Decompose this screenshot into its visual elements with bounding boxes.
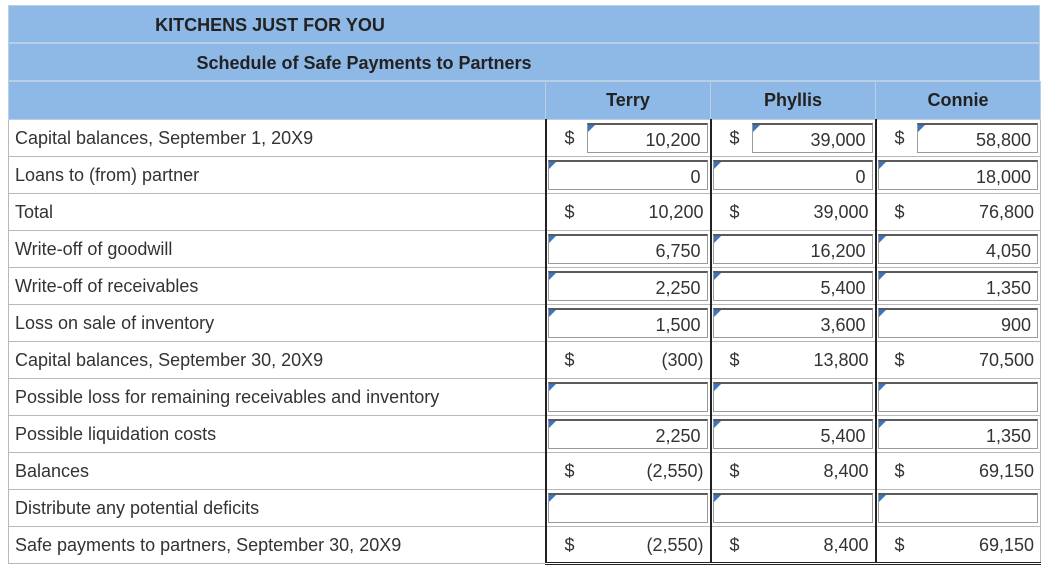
input-marker-icon: [549, 162, 556, 169]
cell-phyllis: [711, 305, 876, 342]
input-marker-icon: [753, 125, 760, 132]
row-label: Safe payments to partners, September 30, 20X9: [9, 527, 546, 564]
row-label: Balances: [9, 453, 546, 490]
cell-phyllis: [711, 342, 876, 379]
row-label: Write-off of goodwill: [9, 231, 546, 268]
amount-value: 16,200: [810, 241, 866, 261]
row-label: Capital balances, September 1, 20X9: [9, 120, 546, 157]
input-marker-icon: [549, 384, 556, 391]
amount-value: 10,200: [648, 202, 704, 222]
input-marker-icon: [879, 310, 886, 317]
amount-input-terry[interactable]: [587, 123, 708, 153]
cell-phyllis: [711, 416, 876, 453]
amount-value: 69,150: [978, 461, 1034, 481]
cell-terry: [546, 379, 711, 416]
cell-terry: [546, 342, 711, 379]
input-marker-icon: [879, 384, 886, 391]
input-marker-icon: [879, 236, 886, 243]
amount-value: (2,550): [646, 461, 704, 481]
column-header-connie: Connie: [876, 82, 1041, 120]
row-label: Distribute any potential deficits: [9, 490, 546, 527]
amount-input-connie[interactable]: [878, 493, 1039, 523]
column-header-row: [9, 82, 1041, 120]
currency-symbol: $: [729, 128, 740, 148]
amount-input-phyllis[interactable]: [713, 271, 873, 301]
amount-value: 39,000: [810, 130, 866, 150]
amount-value: 5,400: [820, 278, 866, 298]
input-marker-icon: [714, 421, 721, 428]
input-marker-icon: [588, 125, 595, 132]
column-header-terry: Terry: [546, 82, 711, 120]
amount-value: 6,750: [655, 241, 701, 261]
amount-value: 0: [690, 167, 701, 187]
amount-value: 8,400: [823, 535, 869, 555]
cell-connie: [876, 342, 1041, 379]
cell-terry: [546, 527, 711, 564]
table-row: [9, 416, 1041, 453]
cell-connie: [876, 231, 1041, 268]
amount-value: 13,800: [813, 350, 869, 370]
currency-symbol: $: [564, 535, 575, 555]
amount-value: (300): [661, 350, 704, 370]
cell-connie: [876, 194, 1041, 231]
row-label: Total: [9, 194, 546, 231]
safe-payments-table: [8, 81, 1041, 565]
table-row: [9, 120, 1041, 157]
cell-terry: [546, 194, 711, 231]
row-label: Possible liquidation costs: [9, 416, 546, 453]
currency-symbol: $: [564, 461, 575, 481]
input-marker-icon: [549, 495, 556, 502]
amount-value: 39,000: [813, 202, 869, 222]
cell-connie: [876, 379, 1041, 416]
cell-connie: [876, 453, 1041, 490]
cell-phyllis: [711, 379, 876, 416]
amount-value: 1,350: [985, 426, 1031, 446]
amount-value: 8,400: [823, 461, 869, 481]
amount-input-phyllis[interactable]: [713, 419, 873, 449]
input-marker-icon: [879, 273, 886, 280]
cell-connie: [876, 490, 1041, 527]
amount-value: 69,150: [978, 535, 1034, 555]
input-marker-icon: [714, 236, 721, 243]
amount-value: 900: [1000, 315, 1031, 335]
amount-input-terry[interactable]: [548, 234, 708, 264]
amount-value: 1,500: [655, 315, 701, 335]
cell-phyllis: [711, 120, 876, 157]
amount-value: 10,200: [645, 130, 701, 150]
amount-input-connie[interactable]: [878, 234, 1039, 264]
amount-input-phyllis[interactable]: [713, 308, 873, 338]
cell-connie: [876, 305, 1041, 342]
header-blank: [9, 82, 546, 120]
cell-phyllis: [711, 490, 876, 527]
input-marker-icon: [714, 384, 721, 391]
input-marker-icon: [549, 310, 556, 317]
row-label: Capital balances, September 30, 20X9: [9, 342, 546, 379]
amount-value: 2,250: [655, 278, 701, 298]
currency-symbol: $: [729, 350, 740, 370]
cell-connie: [876, 268, 1041, 305]
input-marker-icon: [714, 162, 721, 169]
cell-terry: [546, 268, 711, 305]
currency-symbol: $: [729, 202, 740, 222]
cell-phyllis: [711, 231, 876, 268]
table-row: [9, 379, 1041, 416]
amount-value: (2,550): [646, 535, 704, 555]
input-marker-icon: [714, 495, 721, 502]
cell-terry: [546, 416, 711, 453]
currency-symbol: $: [894, 461, 905, 481]
company-title-text: KITCHENS JUST FOR YOU: [155, 15, 385, 35]
cell-phyllis: [711, 527, 876, 564]
table-row: [9, 342, 1041, 379]
amount-value: 5,400: [820, 426, 866, 446]
amount-input-phyllis[interactable]: [713, 493, 873, 523]
amount-value: 0: [855, 167, 866, 187]
cell-phyllis: [711, 268, 876, 305]
input-marker-icon: [549, 236, 556, 243]
currency-symbol: $: [894, 128, 905, 148]
input-marker-icon: [918, 125, 925, 132]
table-row: [9, 490, 1041, 527]
amount-input-terry[interactable]: [548, 382, 708, 412]
currency-symbol: $: [564, 202, 575, 222]
amount-input-connie[interactable]: [878, 419, 1039, 449]
row-label: Write-off of receivables: [9, 268, 546, 305]
table-row: [9, 194, 1041, 231]
cell-terry: [546, 157, 711, 194]
schedule-subtitle: [8, 43, 1040, 81]
cell-phyllis: [711, 157, 876, 194]
amount-input-connie[interactable]: [878, 382, 1039, 412]
amount-value: 4,050: [985, 241, 1031, 261]
currency-symbol: $: [894, 202, 905, 222]
cell-phyllis: [711, 194, 876, 231]
amount-value: 70,500: [978, 350, 1034, 370]
currency-symbol: $: [894, 535, 905, 555]
amount-input-phyllis[interactable]: [713, 160, 873, 190]
amount-input-terry[interactable]: [548, 160, 708, 190]
amount-input-connie[interactable]: [878, 271, 1039, 301]
cell-connie: [876, 120, 1041, 157]
table-row: [9, 157, 1041, 194]
amount-input-phyllis[interactable]: [713, 382, 873, 412]
table-row: [9, 268, 1041, 305]
input-marker-icon: [879, 162, 886, 169]
table-row: [9, 231, 1041, 268]
row-label: Loss on sale of inventory: [9, 305, 546, 342]
cell-terry: [546, 490, 711, 527]
amount-input-connie[interactable]: [878, 308, 1039, 338]
cell-connie: [876, 527, 1041, 564]
amount-input-connie[interactable]: [917, 123, 1039, 153]
row-label: Possible loss for remaining receivables and inventory: [9, 379, 546, 416]
input-marker-icon: [549, 421, 556, 428]
subtitle-text: Schedule of Safe Payments to Partners: [196, 53, 532, 73]
input-marker-icon: [549, 273, 556, 280]
input-marker-icon: [879, 495, 886, 502]
amount-input-phyllis[interactable]: [752, 123, 873, 153]
column-header-phyllis: Phyllis: [711, 82, 876, 120]
amount-input-terry[interactable]: [548, 493, 708, 523]
amount-value: 18,000: [975, 167, 1031, 187]
table-row: [9, 305, 1041, 342]
input-marker-icon: [714, 273, 721, 280]
currency-symbol: $: [564, 128, 575, 148]
amount-input-terry[interactable]: [548, 308, 708, 338]
amount-input-phyllis[interactable]: [713, 234, 873, 264]
cell-terry: [546, 231, 711, 268]
cell-terry: [546, 120, 711, 157]
currency-symbol: $: [729, 461, 740, 481]
cell-terry: [546, 453, 711, 490]
amount-value: 3,600: [820, 315, 866, 335]
table-row: [9, 453, 1041, 490]
currency-symbol: $: [729, 535, 740, 555]
cell-connie: [876, 416, 1041, 453]
amount-input-terry[interactable]: [548, 419, 708, 449]
cell-phyllis: [711, 453, 876, 490]
currency-symbol: $: [564, 350, 575, 370]
amount-input-connie[interactable]: [878, 160, 1039, 190]
cell-connie: [876, 157, 1041, 194]
row-label: Loans to (from) partner: [9, 157, 546, 194]
input-marker-icon: [879, 421, 886, 428]
amount-value: 58,800: [975, 130, 1031, 150]
cell-terry: [546, 305, 711, 342]
currency-symbol: $: [894, 350, 905, 370]
input-marker-icon: [714, 310, 721, 317]
table-row: [9, 527, 1041, 564]
amount-value: 1,350: [985, 278, 1031, 298]
schedule-company-title: [8, 5, 1040, 43]
amount-input-terry[interactable]: [548, 271, 708, 301]
amount-value: 2,250: [655, 426, 701, 446]
amount-value: 76,800: [978, 202, 1034, 222]
